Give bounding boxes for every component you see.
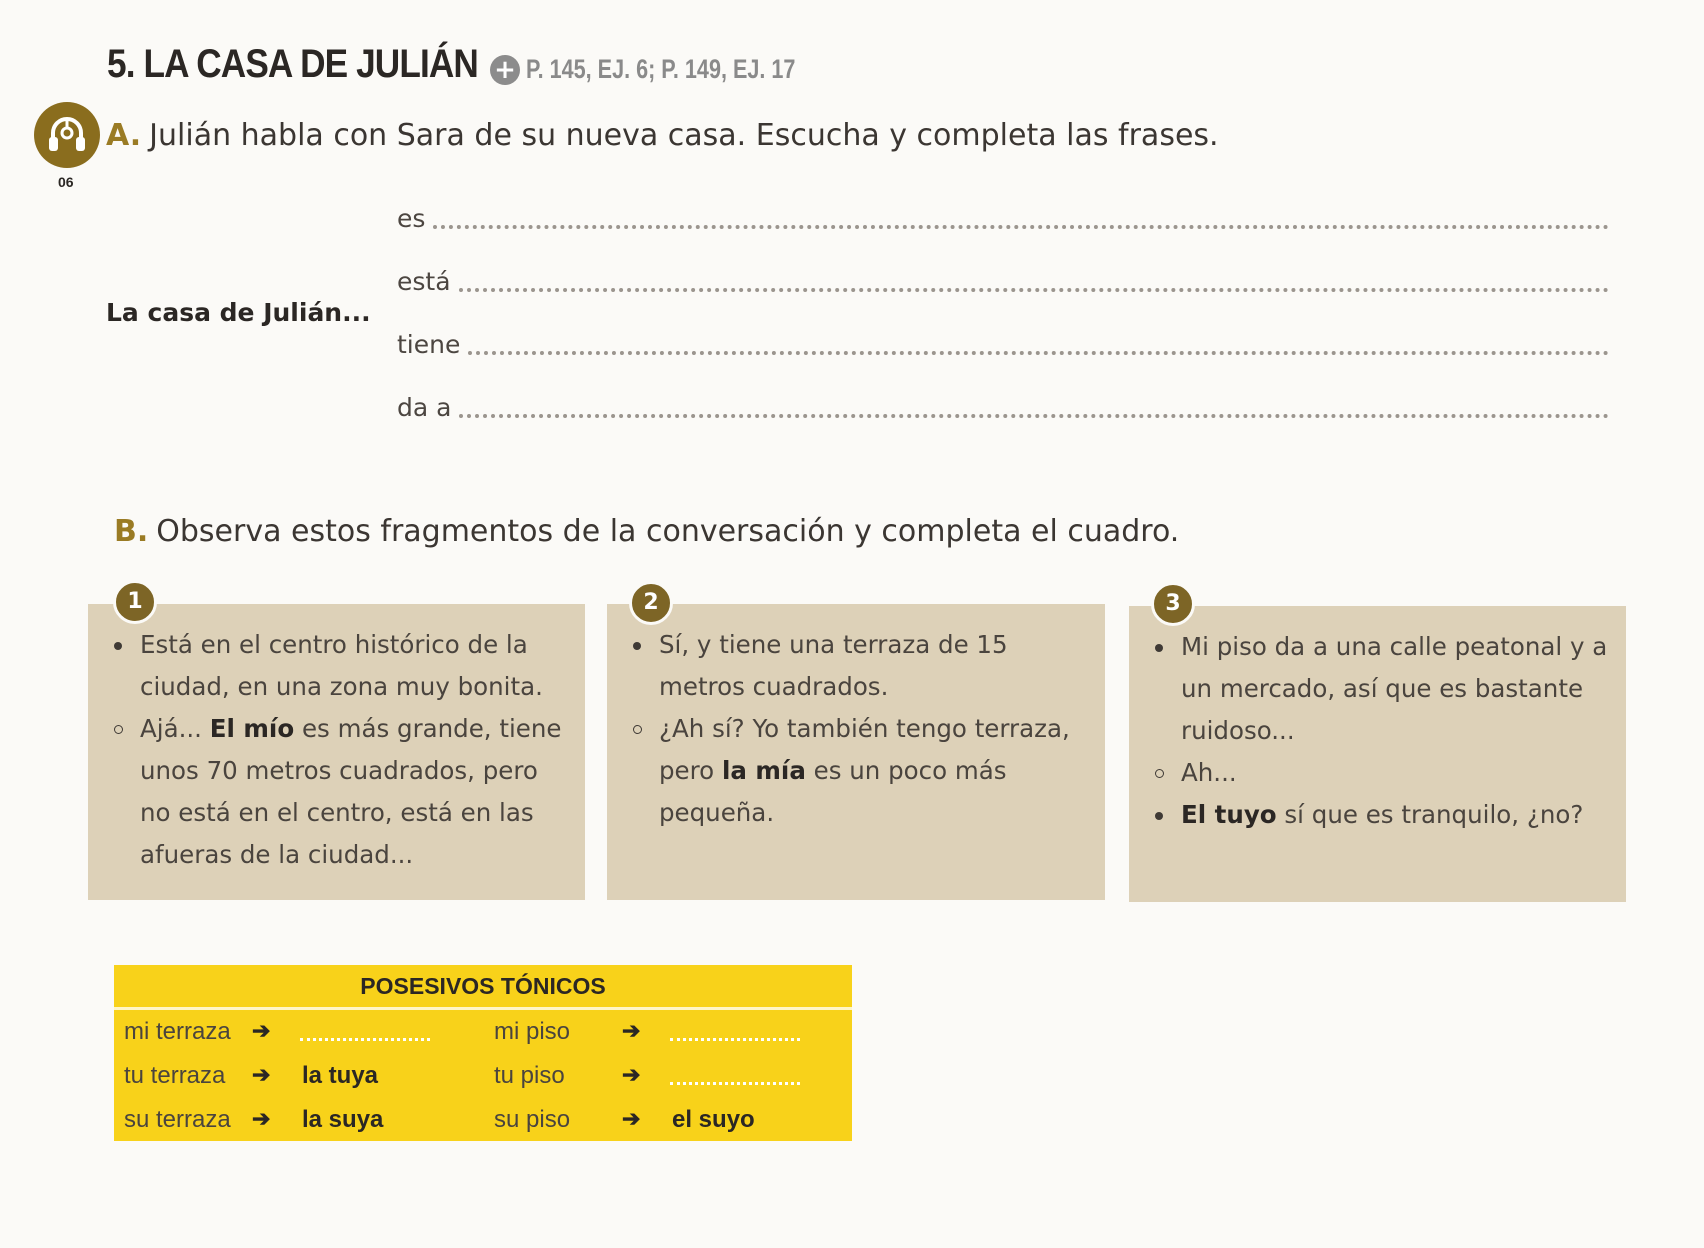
fill-line-label: es (397, 204, 426, 233)
track-number: 06 (58, 174, 74, 190)
reference-text: P. 145, EJ. 6; P. 149, EJ. 17 (526, 54, 796, 84)
section-a-text: Julián habla con Sara de su nueva casa. Escucha y completa las frases. (149, 118, 1219, 153)
table-title: POSESIVOS TÓNICOS (114, 965, 852, 1010)
table-cell: su piso (494, 1106, 571, 1133)
table-answer: el suyo (672, 1106, 755, 1133)
answer-blank[interactable] (459, 287, 1609, 292)
section-b-text: Observa estos fragmentos de la conversación y completa el cuadro. (156, 514, 1180, 549)
dialogue-line: Ah... (1155, 752, 1608, 794)
dialogue-line: Mi piso da a una calle peatonal y a un mercado, así que es bastante ruidoso... (1155, 626, 1608, 752)
section-a-instruction (106, 118, 1219, 153)
arrow-icon: ➔ (622, 1106, 641, 1131)
fill-line-label: está (397, 267, 451, 296)
answer-blank[interactable] (459, 413, 1609, 418)
arrow-icon: ➔ (622, 1062, 641, 1087)
dialogue-line: El tuyo sí que es tranquilo, ¿no? (1155, 794, 1608, 836)
table-cell: tu terraza (124, 1062, 226, 1089)
plus-circle-icon: + (490, 55, 520, 85)
table-answer: la tuya (302, 1062, 379, 1089)
arrow-icon: ➔ (252, 1106, 271, 1131)
answer-blank[interactable] (468, 350, 1609, 355)
fill-line[interactable] (397, 267, 1609, 296)
answer-blank[interactable] (300, 1018, 430, 1041)
table-cell: mi terraza (124, 1018, 231, 1045)
answer-blank[interactable] (670, 1018, 800, 1041)
fragment-box-1 (88, 604, 585, 900)
fill-line[interactable] (397, 204, 1609, 233)
fragment-number-badge: 1 (113, 580, 157, 624)
dialogue-line: Está en el centro histórico de la ciudad, en una zona muy bonita. (114, 624, 567, 708)
reference (490, 54, 863, 85)
headphones-icon[interactable] (34, 102, 100, 168)
table-answer: la suya (302, 1106, 384, 1133)
section-a-letter: A. (106, 118, 142, 153)
arrow-icon: ➔ (252, 1062, 271, 1087)
dialogue-line: Sí, y tiene una terraza de 15 metros cuadrados. (633, 624, 1087, 708)
fill-line-label: da a (397, 393, 452, 422)
fragment-number-badge: 2 (629, 581, 673, 625)
lead-text: La casa de Julián... (106, 298, 371, 327)
fragment-box-2 (607, 604, 1105, 900)
arrow-icon: ➔ (252, 1018, 271, 1043)
fragment-number-badge: 3 (1151, 582, 1195, 626)
table-cell: su terraza (124, 1106, 231, 1133)
fill-line[interactable] (397, 393, 1609, 422)
arrow-icon: ➔ (622, 1018, 641, 1043)
table-row (114, 1098, 852, 1142)
table-row (114, 1054, 852, 1098)
answer-blank[interactable] (433, 224, 1609, 229)
table-cell: mi piso (494, 1018, 571, 1045)
table-cell: tu piso (494, 1062, 565, 1089)
possessives-table (114, 965, 852, 1141)
section-b-instruction (114, 514, 1179, 549)
table-row (114, 1010, 852, 1054)
dialogue-line: Ajá... El mío es más grande, tiene unos 70 metros cuadrados, pero no está en el centro, está en las afueras de la ciudad... (114, 708, 567, 876)
answer-blank[interactable] (670, 1062, 800, 1085)
dialogue-line: ¿Ah sí? Yo también tengo terraza, pero la mía es un poco más pequeña. (633, 708, 1087, 834)
fill-line[interactable] (397, 330, 1609, 359)
fragment-box-3 (1129, 606, 1626, 902)
page-title: 5. LA CASA DE JULIÁN (107, 42, 478, 86)
section-b-letter: B. (114, 514, 149, 549)
fill-line-label: tiene (397, 330, 461, 359)
